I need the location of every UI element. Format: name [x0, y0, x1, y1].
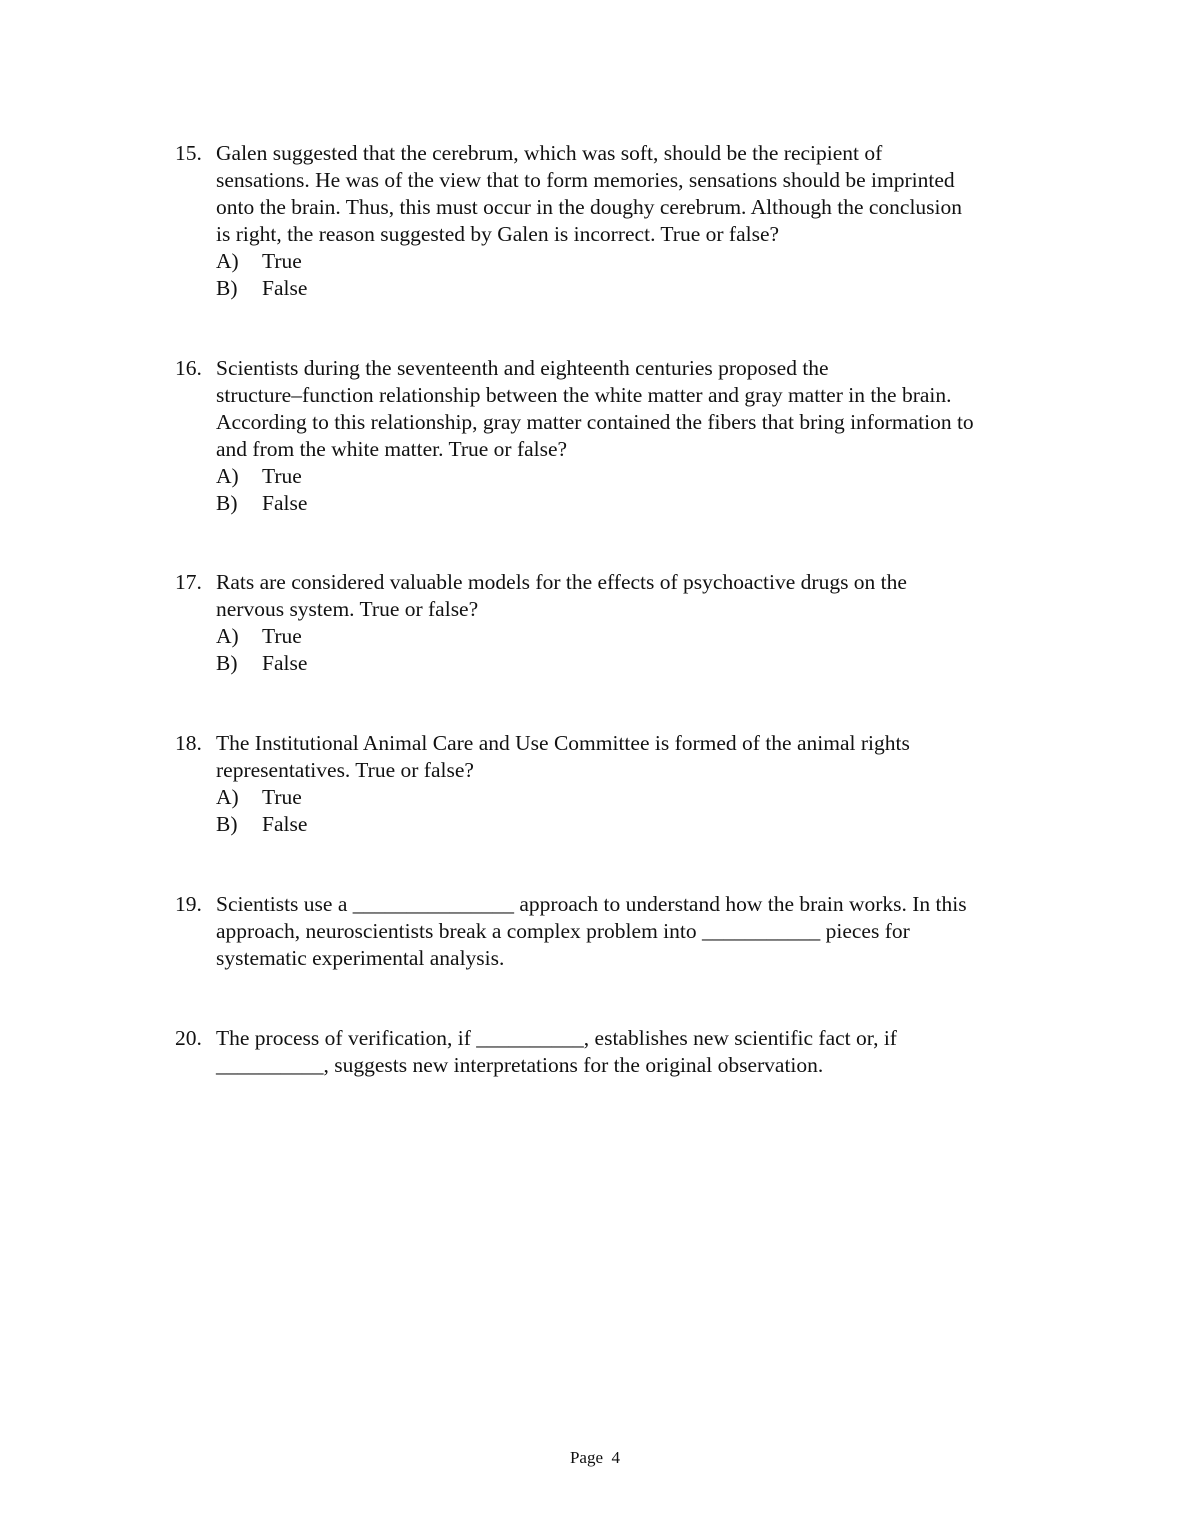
option-text: True [262, 785, 302, 809]
question-text-line: Scientists during the seventeenth and eighteenth centuries proposed the [216, 356, 829, 380]
option-text: False [262, 651, 308, 675]
question-17 [175, 569, 1055, 677]
option-letter: A) [216, 785, 239, 809]
answer-option [216, 784, 1055, 811]
option-text: True [262, 249, 302, 273]
question-text-line: systematic experimental analysis. [216, 946, 505, 970]
answer-option [216, 490, 1055, 517]
question-text-line: __________, suggests new interpretations for the original observation. [216, 1053, 824, 1077]
question-text-line: structure–function relationship between the white matter and gray matter in the brain. [216, 383, 952, 407]
question-text-line: is right, the reason suggested by Galen is incorrect. True or false? [216, 222, 780, 246]
question-20 [175, 1025, 1055, 1079]
page-number: Page 4 [569, 1448, 621, 1467]
option-letter: B) [216, 491, 238, 515]
option-text: False [262, 276, 308, 300]
question-text-line: The process of verification, if __________, establishes new scientific fact or, if [216, 1026, 897, 1050]
question-15 [175, 140, 1055, 302]
option-letter: A) [216, 464, 239, 488]
question-text-line: Galen suggested that the cerebrum, which was soft, should be the recipient of [216, 141, 883, 165]
option-letter: B) [216, 651, 238, 675]
question-number: 16. [175, 356, 202, 380]
question-number: 15. [175, 141, 202, 165]
question-text-line: and from the white matter. True or false? [216, 437, 568, 461]
answer-option [216, 275, 1055, 302]
question-text-line: approach, neuroscientists break a complex problem into ___________ pieces for [216, 919, 910, 943]
question-number: 20. [175, 1026, 202, 1050]
option-letter: A) [216, 249, 239, 273]
question-text-line: Rats are considered valuable models for the effects of psychoactive drugs on the [216, 570, 907, 594]
question-16 [175, 355, 1055, 517]
answer-option [216, 650, 1055, 677]
option-text: True [262, 624, 302, 648]
question-text-line: The Institutional Animal Care and Use Committee is formed of the animal rights [216, 731, 910, 755]
question-number: 17. [175, 570, 202, 594]
question-text-line: Scientists use a _______________ approach to understand how the brain works. In this [216, 892, 967, 916]
answer-option [216, 248, 1055, 275]
option-letter: A) [216, 624, 239, 648]
option-text: False [262, 812, 308, 836]
question-number: 19. [175, 892, 202, 916]
question-text-line: representatives. True or false? [216, 758, 474, 782]
question-number: 18. [175, 731, 202, 755]
answer-option [216, 623, 1055, 650]
question-text-line: According to this relationship, gray matter contained the fibers that bring information to [216, 410, 974, 434]
option-letter: B) [216, 812, 238, 836]
question-text-line: nervous system. True or false? [216, 597, 479, 621]
option-text: True [262, 464, 302, 488]
option-letter: B) [216, 276, 238, 300]
answer-option [216, 463, 1055, 490]
question-19 [175, 891, 1055, 972]
answer-option [216, 811, 1055, 838]
question-text-line: onto the brain. Thus, this must occur in the doughy cerebrum. Although the conclusion [216, 195, 963, 219]
option-text: False [262, 491, 308, 515]
question-text-line: sensations. He was of the view that to form memories, sensations should be imprinted [216, 168, 955, 192]
question-18 [175, 730, 1055, 838]
